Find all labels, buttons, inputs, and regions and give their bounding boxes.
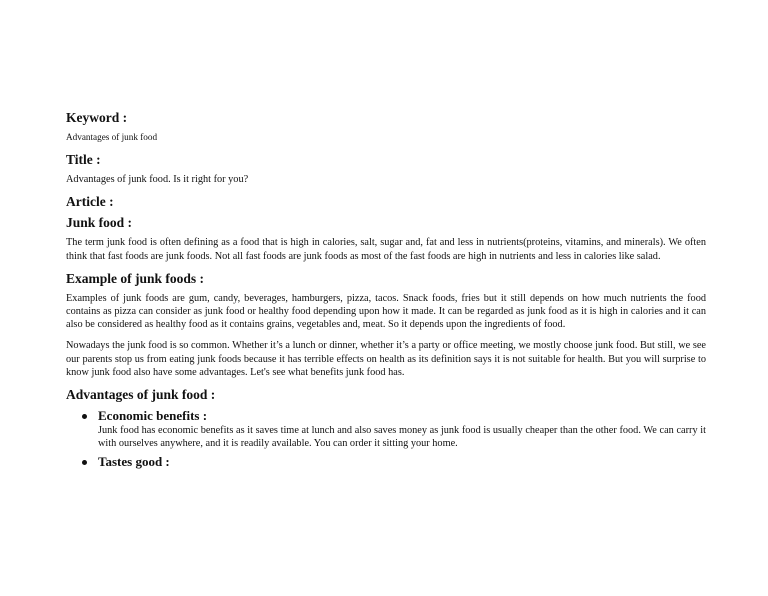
title-text: Advantages of junk food. Is it right for you?: [66, 174, 249, 186]
list-item: [78, 454, 706, 470]
examples-paragraph-1: Examples of junk foods are gum, candy, beverages, hamburgers, pizza, tacos. Snack foods, fries but it still depends on how much nutrients the food contains as pizza can consider as junk food or healthy food depending upon how it made. It can be regarded as junk food as it is high in calories and it can also be considered as healthy food as it contains grains, vegetables and, meat. So it depends upon the ingredients of food.: [66, 292, 706, 331]
advantages-heading: Advantages of junk food :: [66, 387, 216, 403]
economic-benefits-title: Economic benefits :: [98, 408, 208, 424]
list-item: [78, 408, 706, 450]
economic-benefits-text: Junk food has economic benefits as it saves time at lunch and also saves money as junk food is usually cheaper than the other food. We can carry it with ourselves anywhere, and it is readily available. You can order it sitting your home.: [98, 425, 706, 450]
advantages-list: [66, 408, 706, 470]
examples-paragraph-2: Nowadays the junk food is so common. Whether it’s a lunch or dinner, whether it’s a party or office meeting, we mostly choose junk food. But still, we see our parents stop us from eating junk foods because it has terrible effects on health as its definition says it is not suitable for health. But you will surprise to know junk food also have some advantages. Let's see what benefits junk food has.: [66, 340, 706, 378]
document-page: [66, 110, 706, 474]
article-heading: Article :: [66, 194, 114, 210]
bullet-dot-icon: [82, 460, 87, 465]
tastes-good-title: Tastes good :: [98, 454, 170, 470]
junk-food-heading: Junk food :: [66, 215, 133, 231]
bullet-dot-icon: [82, 414, 87, 419]
keyword-heading: Keyword :: [66, 110, 128, 125]
title-heading: Title :: [66, 152, 101, 168]
examples-heading: Example of junk foods :: [66, 270, 205, 286]
junk-food-paragraph: The term junk food is often defining as a food that is high in calories, salt, sugar and, fat and less in nutrients(proteins, vitamins, and minerals). We often think that fast foods are junk foods. Not all fast foods are junk foods as most of the fast foods are high in nutrients and less in calories like salad.: [66, 237, 706, 262]
keyword-text: Advantages of junk food: [66, 132, 158, 142]
